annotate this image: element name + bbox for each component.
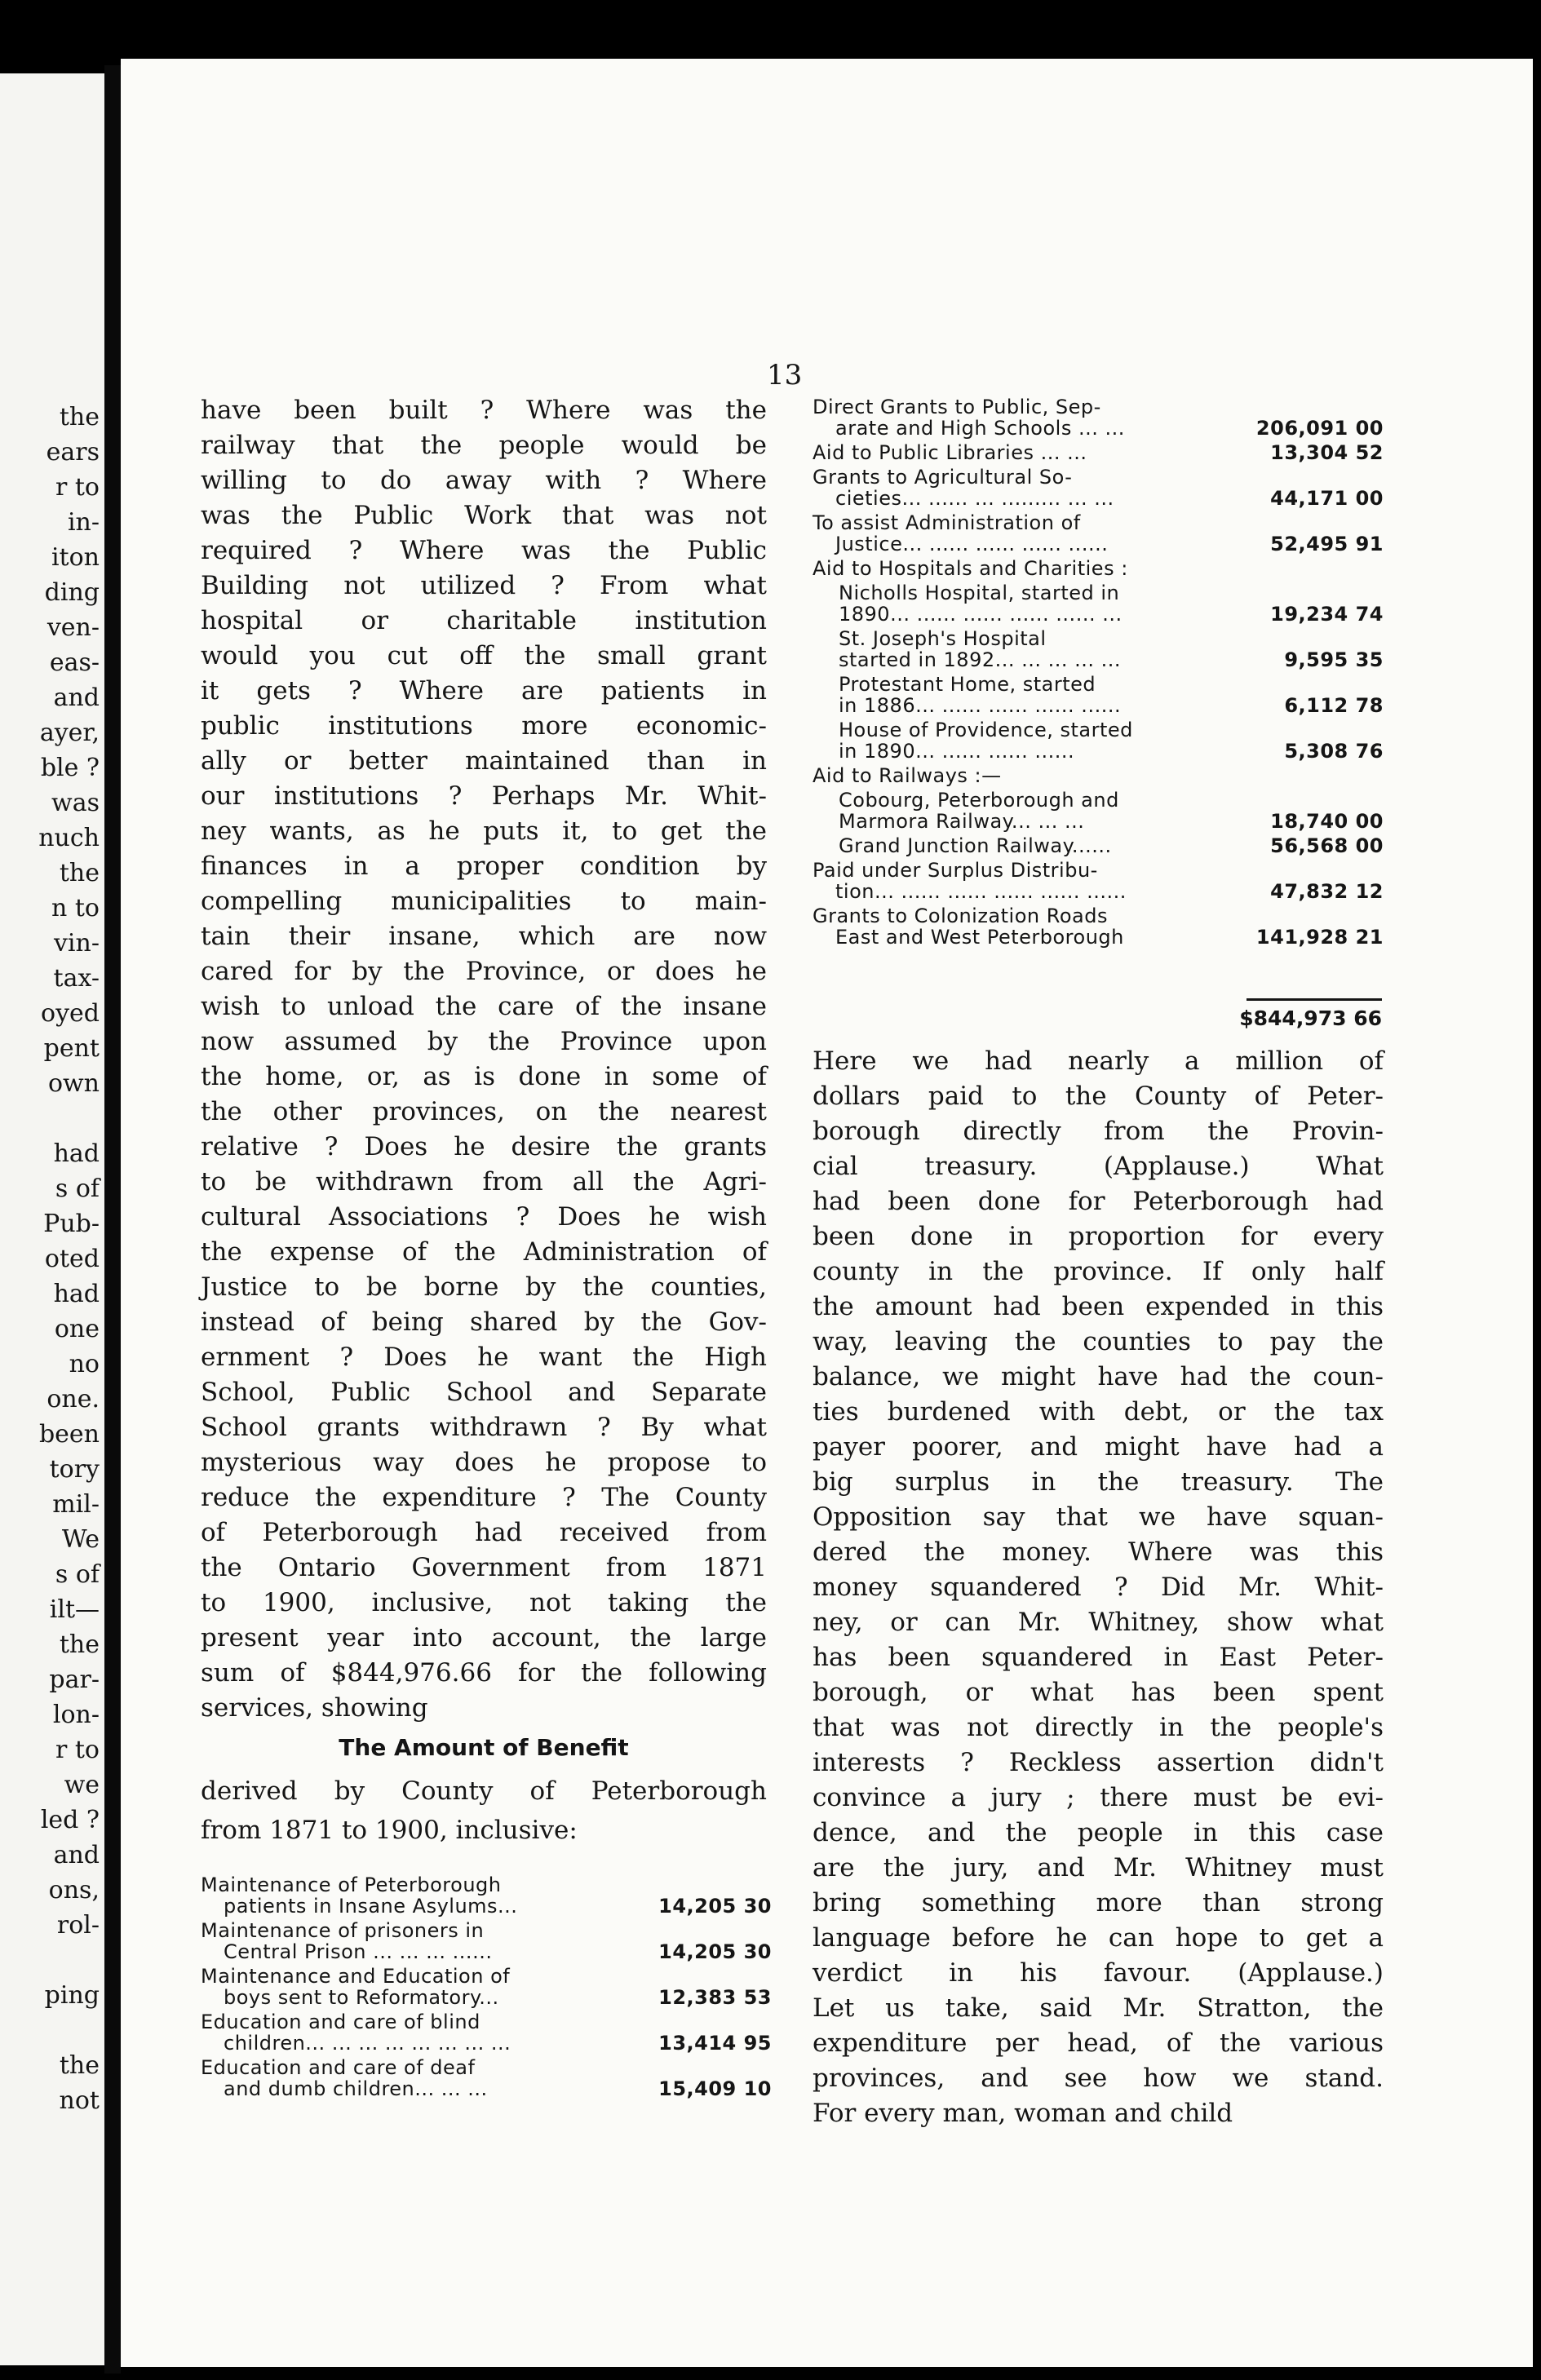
entry-amount: 18,740 00 — [1270, 810, 1384, 833]
entry-amount: 47,832 12 — [1270, 880, 1384, 903]
facing-page-fragment: had — [53, 1139, 100, 1168]
text-line: public institutions more economic- — [201, 711, 767, 741]
entry-label: Grants to Colonization Roads — [813, 905, 1108, 927]
table-entry — [813, 719, 1384, 762]
facing-page-fragment: the — [59, 403, 100, 431]
text-line: ties burdened with debt, or the tax — [813, 1397, 1384, 1427]
text-line: Here we had nearly a million of — [813, 1046, 1384, 1076]
facing-page-fragment: own — [47, 1069, 100, 1098]
table-entry — [201, 1920, 772, 1962]
entry-label: House of Providence, started — [839, 719, 1133, 741]
table-entry — [813, 442, 1384, 463]
facing-page-fragment: ding — [44, 578, 100, 607]
entry-label: Maintenance of Peterborough — [201, 1873, 502, 1896]
section-heading: The Amount of Benefit — [339, 1734, 629, 1761]
facing-page-fragment: one. — [46, 1385, 100, 1413]
entry-amount: 19,234 74 — [1270, 603, 1384, 626]
entry-label: tion... ...... ...... ...... ...... ...... — [835, 880, 1127, 903]
entry-label: arate and High Schools ... ... — [835, 417, 1125, 440]
entry-amount: 12,383 53 — [658, 1986, 772, 2009]
table-entry — [813, 558, 1384, 579]
text-line: interests ? Reckless assertion didn't — [813, 1748, 1384, 1777]
text-line: railway that the people would be — [201, 431, 767, 460]
facing-page-fragment: r to — [55, 1736, 100, 1764]
text-line: of Peterborough had received from — [201, 1518, 767, 1547]
text-line: dence, and the people in this case — [813, 1818, 1384, 1847]
text-line: present year into account, the large — [201, 1623, 767, 1652]
entry-amount: 56,568 00 — [1270, 834, 1384, 857]
facing-page-fragment: oted — [44, 1245, 100, 1273]
text-line: cultural Associations ? Does he wish — [201, 1202, 767, 1232]
table-entry — [813, 905, 1384, 948]
text-line: now assumed by the Province upon — [201, 1027, 767, 1056]
facing-page-fragment: eas- — [49, 648, 100, 677]
text-line: bring something more than strong — [813, 1888, 1384, 1918]
text-line: convince a jury ; there must be evi- — [813, 1783, 1384, 1812]
text-line: the other provinces, on the nearest — [201, 1097, 767, 1126]
entry-label: Grand Junction Railway...... — [839, 834, 1112, 857]
facing-page-fragment: no — [69, 1350, 100, 1378]
text-line: hospital or charitable institution — [201, 606, 767, 635]
facing-page-fragment: lon- — [52, 1701, 100, 1729]
facing-page-fragment: We — [61, 1525, 100, 1554]
facing-page-fragment: and — [53, 683, 100, 712]
table-entry — [813, 467, 1384, 509]
page-number: 13 — [767, 359, 803, 392]
text-line: would you cut off the small grant — [201, 641, 767, 670]
entry-label: Marmora Railway... ... ... — [839, 810, 1085, 833]
text-line: payer poorer, and might have had a — [813, 1432, 1384, 1462]
entry-label: Central Prison ... ... ... ...... — [224, 1940, 493, 1963]
table-entry — [813, 790, 1384, 832]
facing-page-fragment: the — [59, 2051, 100, 2080]
text-line: language before he can hope to get a — [813, 1923, 1384, 1953]
text-line: it gets ? Where are patients in — [201, 676, 767, 706]
table-entry — [813, 396, 1384, 439]
text-line: School grants withdrawn ? By what — [201, 1413, 767, 1442]
text-line: money squandered ? Did Mr. Whit- — [813, 1573, 1384, 1602]
text-line: Opposition say that we have squan- — [813, 1502, 1384, 1532]
entry-amount: 14,205 30 — [658, 1940, 772, 1963]
facing-page-fragment: one — [54, 1315, 100, 1343]
entry-label: Maintenance and Education of — [201, 1965, 511, 1988]
facing-page-fragment: we — [64, 1771, 100, 1799]
entry-amount: 6,112 78 — [1284, 694, 1384, 717]
text-line: dered the money. Where was this — [813, 1537, 1384, 1567]
entry-label: Education and care of deaf — [201, 2056, 476, 2079]
text-line: compelling municipalities to main- — [201, 887, 767, 916]
entry-label: patients in Insane Asylums... — [224, 1895, 518, 1918]
section-intro — [201, 1772, 767, 1850]
entry-amount: 141,928 21 — [1255, 926, 1384, 949]
facing-page-fragment: rol- — [56, 1911, 100, 1940]
text-line: reduce the expenditure ? The County — [201, 1483, 767, 1512]
text-line: required ? Where was the Public — [201, 536, 767, 565]
table-entry — [201, 1966, 772, 2008]
text-line: expenditure per head, of the various — [813, 2028, 1384, 2058]
table-entry — [813, 835, 1384, 856]
entry-label: 1890... ...... ...... ...... ...... ... — [839, 603, 1123, 626]
facing-page-fragment: s of — [55, 1175, 100, 1203]
entry-label: children... ... ... ... ... ... ... ... — [224, 2032, 511, 2055]
text-line: services, showing — [201, 1693, 428, 1723]
text-line: derived by County of Peterborough — [201, 1776, 767, 1806]
facing-page-fragment: ayer, — [39, 719, 100, 747]
entry-label: Paid under Surplus Distribu- — [813, 859, 1098, 882]
facing-page-fragment: the — [59, 1630, 100, 1659]
table-entry — [813, 860, 1384, 902]
entry-label: Grants to Agricultural So- — [813, 466, 1073, 489]
entry-label: cieties... ...... ... ......... ... ... — [835, 487, 1114, 510]
facing-page-fragment: tory — [49, 1455, 100, 1484]
table-entry — [813, 512, 1384, 555]
facing-page-fragment: been — [38, 1420, 100, 1449]
facing-page-fragment: the — [59, 859, 100, 887]
table-entry — [201, 2011, 772, 2054]
text-line: dollars paid to the County of Peter- — [813, 1082, 1384, 1111]
facing-page-fragment: s of — [55, 1560, 100, 1589]
text-line: the home, or, as is done in some of — [201, 1062, 767, 1091]
entry-amount: 44,171 00 — [1270, 487, 1384, 510]
entry-label: Justice... ...... ...... ...... ...... — [835, 533, 1109, 555]
text-line: our institutions ? Perhaps Mr. Whit- — [201, 781, 767, 811]
text-line: instead of being shared by the Gov- — [201, 1307, 767, 1337]
benefit-table-right — [813, 396, 1384, 951]
entry-label: Cobourg, Peterborough and — [839, 789, 1119, 812]
text-line: to 1900, inclusive, not taking the — [201, 1588, 767, 1617]
right-column-text — [813, 1044, 1384, 2131]
text-line: Let us take, said Mr. Stratton, the — [813, 1993, 1384, 2023]
facing-page-fragment: in- — [67, 508, 100, 537]
entry-amount: 13,304 52 — [1270, 441, 1384, 464]
entry-amount: 14,205 30 — [658, 1895, 772, 1918]
facing-page-fragment: vin- — [53, 929, 100, 958]
entry-amount: 9,595 35 — [1284, 648, 1384, 671]
facing-page-fragment: and — [53, 1841, 100, 1869]
text-line: relative ? Does he desire the grants — [201, 1132, 767, 1161]
text-line: verdict in his favour. (Applause.) — [813, 1958, 1384, 1988]
entry-label: Direct Grants to Public, Sep- — [813, 396, 1101, 418]
entry-label: Aid to Hospitals and Charities : — [813, 557, 1128, 580]
text-line: For every man, woman and child — [813, 2099, 1233, 2128]
facing-page-fragment: n to — [51, 894, 100, 922]
text-line: way, leaving the counties to pay the — [813, 1327, 1384, 1356]
text-line: borough, or what has been spent — [813, 1678, 1384, 1707]
facing-page-fragment: tax- — [53, 964, 100, 993]
text-line: cared for by the Province, or does he — [201, 957, 767, 986]
text-line: was the Public Work that was not — [201, 501, 767, 530]
text-line: ernment ? Does he want the High — [201, 1343, 767, 1372]
text-line: from 1871 to 1900, inclusive: — [201, 1816, 578, 1845]
facing-page-fragment: ble ? — [40, 754, 100, 782]
table-entry — [201, 1874, 772, 1917]
text-line: balance, we might have had the coun- — [813, 1362, 1384, 1391]
text-line: borough directly from the Provin- — [813, 1117, 1384, 1146]
entry-amount: 5,308 76 — [1284, 740, 1384, 763]
facing-page-fragment: nuch — [38, 824, 100, 852]
table-entry — [813, 628, 1384, 670]
table-entry — [813, 582, 1384, 625]
text-line: cial treasury. (Applause.) What — [813, 1152, 1384, 1181]
entry-label: Education and care of blind — [201, 2011, 480, 2033]
text-line: Justice to be borne by the counties, — [201, 1272, 767, 1302]
entry-label: and dumb children... ... ... — [224, 2077, 488, 2100]
text-line: county in the province. If only half — [813, 1257, 1384, 1286]
entry-label: Aid to Public Libraries ... ... — [813, 441, 1087, 464]
entry-label: Nicholls Hospital, started in — [839, 582, 1120, 604]
entry-label: Aid to Railways :— — [813, 764, 1002, 787]
facing-page-fragment: ears — [46, 438, 100, 467]
entry-amount: 206,091 00 — [1255, 417, 1384, 440]
entry-label: Maintenance of prisoners in — [201, 1919, 485, 1942]
table-total: $844,973 66 — [1239, 1006, 1382, 1030]
facing-page-fragment: was — [51, 789, 100, 817]
text-line: the Ontario Government from 1871 — [201, 1553, 767, 1582]
text-line: mysterious way does he propose to — [201, 1448, 767, 1477]
entry-label: in 1890... ...... ...... ...... — [839, 740, 1075, 763]
facing-page-fragment: oyed — [41, 999, 100, 1028]
text-line: are the jury, and Mr. Whitney must — [813, 1853, 1384, 1882]
facing-page-fragment: ilt— — [49, 1595, 100, 1624]
facing-page-fragment: r to — [55, 473, 100, 502]
text-line: to be withdrawn from all the Agri- — [201, 1167, 767, 1197]
text-line: have been built ? Where was the — [201, 396, 767, 425]
facing-page-fragment: not — [59, 2086, 100, 2115]
text-line: had been done for Peterborough had — [813, 1187, 1384, 1216]
facing-page-strip — [0, 73, 104, 2365]
entry-label: East and West Peterborough — [835, 926, 1124, 949]
facing-page-fragment: ons, — [48, 1876, 100, 1904]
table-entry — [813, 674, 1384, 716]
text-line: the expense of the Administration of — [201, 1237, 767, 1267]
facing-page-fragment: ven- — [46, 613, 100, 642]
text-line: has been squandered in East Peter- — [813, 1643, 1384, 1672]
text-line: been done in proportion for every — [813, 1222, 1384, 1251]
text-line: that was not directly in the people's — [813, 1713, 1384, 1742]
entry-label: Protestant Home, started — [839, 673, 1096, 696]
facing-page-fragment: Pub- — [43, 1210, 100, 1238]
facing-page-fragment: mil- — [52, 1490, 100, 1519]
total-rule — [1247, 998, 1382, 1001]
facing-page-fragment: led ? — [40, 1806, 100, 1834]
entry-amount: 52,495 91 — [1270, 533, 1384, 555]
text-line: provinces, and see how we stand. — [813, 2064, 1384, 2093]
entry-label: started in 1892... ... ... ... ... — [839, 648, 1122, 671]
text-line: ney, or can Mr. Whitney, show what — [813, 1608, 1384, 1637]
text-line: sum of $844,976.66 for the following — [201, 1658, 767, 1688]
entry-amount: 15,409 10 — [658, 2077, 772, 2100]
table-entry — [813, 765, 1384, 786]
entry-label: boys sent to Reformatory... — [224, 1986, 499, 2009]
benefit-table-left — [201, 1874, 772, 2103]
entry-label: in 1886... ...... ...... ...... ...... — [839, 694, 1122, 717]
text-line: willing to do away with ? Where — [201, 466, 767, 495]
text-line: finances in a proper condition by — [201, 852, 767, 881]
facing-page-fragment: pent — [43, 1034, 100, 1063]
left-column-text — [201, 393, 767, 1726]
text-line: tain their insane, which are now — [201, 922, 767, 951]
text-line: ally or better maintained than in — [201, 746, 767, 776]
binding-gutter — [104, 65, 121, 2373]
text-line: ney wants, as he puts it, to get the — [201, 816, 767, 846]
text-line: School, Public School and Separate — [201, 1378, 767, 1407]
facing-page-fragment: had — [53, 1280, 100, 1308]
facing-page-fragment: ping — [44, 1981, 100, 2010]
text-line: Building not utilized ? From what — [201, 571, 767, 600]
facing-page-fragment: iton — [51, 543, 100, 572]
entry-amount: 13,414 95 — [658, 2032, 772, 2055]
entry-label: St. Joseph's Hospital — [839, 627, 1047, 650]
text-line: wish to unload the care of the insane — [201, 992, 767, 1021]
table-entry — [201, 2057, 772, 2099]
text-line: the amount had been expended in this — [813, 1292, 1384, 1321]
entry-label: To assist Administration of — [813, 511, 1081, 534]
text-line: big surplus in the treasury. The — [813, 1467, 1384, 1497]
facing-page-fragment: par- — [49, 1666, 100, 1694]
